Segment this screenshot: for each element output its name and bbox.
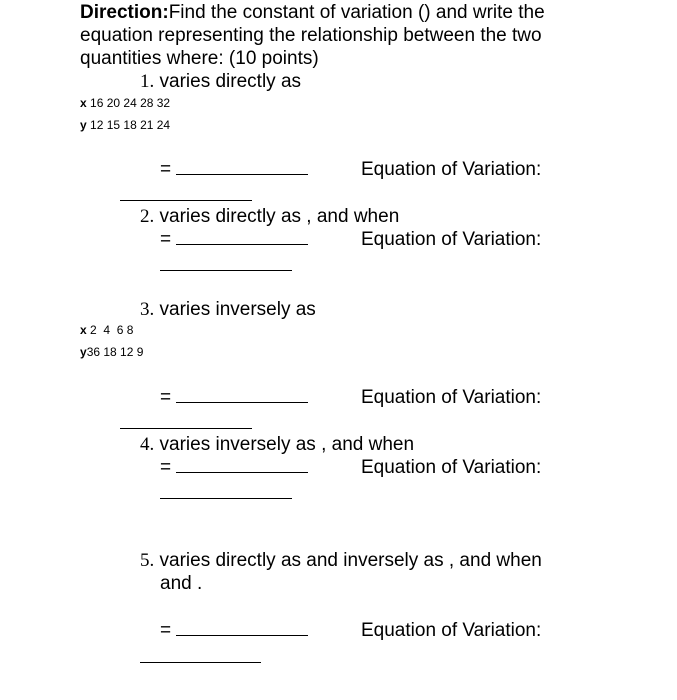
item-text: varies directly as and inversely as , and when [159, 550, 542, 571]
item-number: 3. [140, 299, 155, 320]
item-2-constant-row [160, 229, 308, 251]
item-text: varies directly as , and when [159, 206, 400, 227]
item-3-constant-row [160, 387, 308, 409]
item-text: varies inversely as , and when [159, 434, 415, 455]
item-1-constant-row [160, 159, 308, 181]
x-label: x [80, 96, 87, 110]
item-1-x-row [80, 96, 170, 110]
item-number: 2. [140, 206, 155, 227]
item-2-prompt [140, 206, 399, 228]
x-values: 16 20 24 28 32 [90, 96, 171, 110]
item-5-equation-answer-blank[interactable] [140, 662, 261, 663]
constant-answer-blank[interactable] [176, 174, 308, 175]
constant-answer-blank[interactable] [176, 402, 308, 403]
direction-line-3: quantities where: (10 points) [80, 48, 319, 69]
y-values: 12 15 18 21 24 [90, 118, 171, 132]
item-3-x-row [80, 323, 133, 337]
equals-sign: = [160, 620, 172, 641]
item-4-equation-label: Equation of Variation: [361, 457, 542, 478]
item-1-equation-label: Equation of Variation: [361, 159, 542, 180]
item-4-equation-answer-blank[interactable] [160, 498, 292, 499]
item-text: varies inversely as [159, 299, 316, 320]
item-1-prompt [140, 71, 301, 93]
direction-text: Find the constant of variation () and write the [168, 2, 545, 23]
item-text: varies directly as [159, 71, 302, 92]
item-1-equation-answer-blank[interactable] [120, 200, 252, 201]
y-label: y [80, 118, 87, 132]
item-5-constant-row [160, 620, 308, 642]
item-2-equation-answer-blank[interactable] [160, 270, 292, 271]
item-2-equation-label: Equation of Variation: [361, 229, 542, 250]
equals-sign: = [160, 457, 172, 478]
item-4-prompt [140, 434, 414, 456]
item-5-equation-label: Equation of Variation: [361, 620, 542, 641]
constant-answer-blank[interactable] [176, 244, 308, 245]
y-label: y [80, 345, 87, 359]
equals-sign: = [160, 229, 172, 250]
x-values: 2 4 6 8 [90, 323, 134, 337]
item-5-prompt-line-2: and . [160, 573, 203, 594]
item-1-y-row [80, 118, 170, 132]
item-3-y-row [80, 345, 143, 359]
direction-label: Direction: [80, 2, 169, 23]
item-number: 5. [140, 550, 155, 571]
equals-sign: = [160, 387, 172, 408]
direction-line-1 [80, 2, 545, 24]
equals-sign: = [160, 159, 172, 180]
item-number: 4. [140, 434, 155, 455]
constant-answer-blank[interactable] [176, 635, 308, 636]
item-number: 1. [140, 71, 155, 92]
item-3-prompt [140, 299, 316, 321]
constant-answer-blank[interactable] [176, 472, 308, 473]
y-values: 36 18 12 9 [86, 345, 144, 359]
item-5-prompt [140, 550, 542, 572]
item-4-constant-row [160, 457, 308, 479]
item-3-equation-label: Equation of Variation: [361, 387, 542, 408]
item-3-equation-answer-blank[interactable] [120, 428, 252, 429]
x-label: x [80, 323, 87, 337]
direction-line-2: equation representing the relationship between the two [80, 25, 542, 46]
